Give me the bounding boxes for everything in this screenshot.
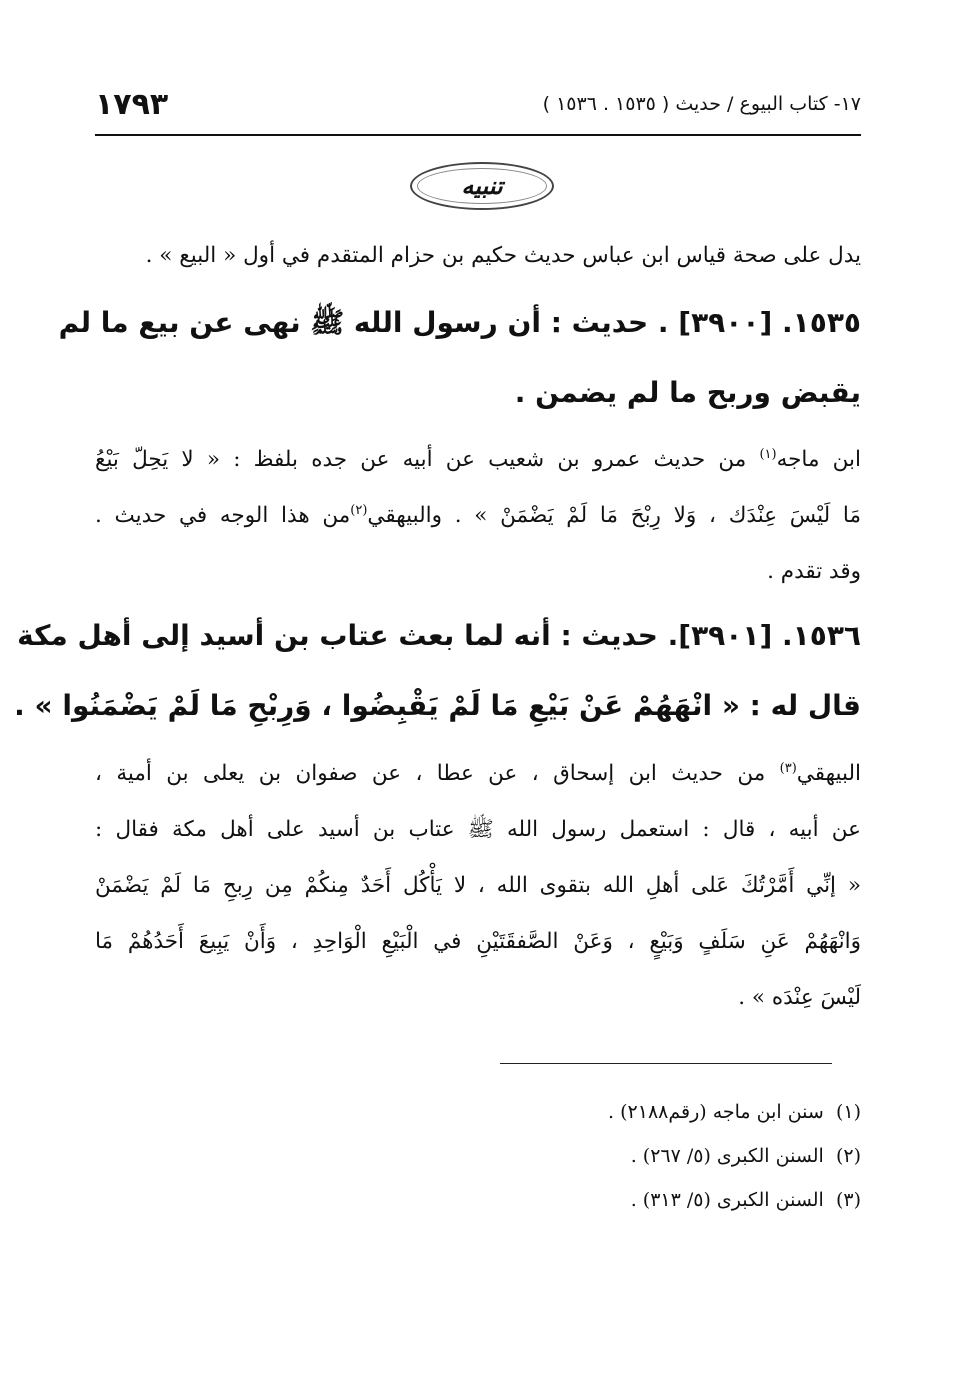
page-number: ١٧٩٣ <box>95 87 169 122</box>
commentary-1535-line-1 <box>95 432 861 488</box>
commentary-1536-line-4: وَانْهَهُمْ عَنِ سَلَفٍ وَبَيْعٍ ، وَعَنْ الصَّفقَتَيْنِ في الْبَيْعِ الْوَاحِدِ ، وَأَنْ يَبِيعَ أَحَدُهُمْ مَا <box>95 929 861 954</box>
commentary-1535-line-2 <box>95 488 861 544</box>
commentary-1536-line-1 <box>95 746 861 802</box>
header-rule <box>95 134 861 136</box>
commentary-1536 <box>95 746 861 1026</box>
notice-text: يدل على صحة قياس ابن عباس حديث حكيم بن حزام المتقدم في أول « البيع » . <box>145 243 861 268</box>
running-title: ١٧- كتاب البيوع / حديث ( ١٥٣٥ . ١٥٣٦ ) <box>542 93 861 115</box>
commentary-1535-line-3: وقد تقدم . <box>767 559 861 584</box>
commentary-1535 <box>95 432 861 600</box>
notice-text-block <box>95 228 861 284</box>
footnote-text: السنن الكبرى (٥/ ٢٦٧) . <box>630 1145 824 1167</box>
hadith-1536-line-2: قال له : « انْهَهُمْ عَنْ بَيْعِ مَا لَمْ يَقْبِضُوا ، وَرِبْحِ مَا لَمْ يَضْمَنُوا » . <box>14 689 861 722</box>
footnote-number: (١) <box>835 1101 861 1123</box>
notice-label: تنبيه <box>461 172 503 200</box>
footnotes <box>95 1090 861 1222</box>
footnote-1 <box>95 1090 861 1134</box>
footnote-ref-3[interactable]: (٣) <box>779 760 797 776</box>
commentary-1536-line-3: « إنِّي أَمَّرْتُكَ عَلى أهلِ الله بتقوى الله ، لا يَأْكُل أَحَدٌ مِنكُمْ مِن رِبحِ مَا لَمْ يَضْمَنْ <box>95 873 861 898</box>
hadith-1535-line-2: يقبض وربح ما لم يضمن . <box>514 376 861 409</box>
hadith-1535-line-1: ١٥٣٥. [٣٩٠٠] . حديث : أن رسول الله ﷺ نهى عن بيع ما لم <box>58 306 861 339</box>
footnote-2 <box>95 1134 861 1178</box>
footnote-number: (٢) <box>835 1145 861 1167</box>
footnote-number: (٣) <box>835 1189 861 1211</box>
commentary-1536-line-2: عن أبيه ، قال : استعمل رسول الله ﷺ عتاب بن أسيد على أهل مكة فقال : <box>95 817 861 842</box>
source-name: البيهقي <box>796 761 861 786</box>
footnote-text: سنن ابن ماجه (رقم٢١٨٨) . <box>608 1101 824 1123</box>
source-name: ابن ماجه <box>776 447 862 472</box>
commentary-text: من حديث ابن إسحاق ، عن عطا ، عن صفوان بن يعلى بن أمية ، <box>95 761 780 786</box>
commentary-text: مَا لَيْسَ عِنْدَك ، وَلا رِبْحَ مَا لَمْ يَضْمَنْ » . والبيهقي <box>367 503 861 528</box>
footnote-ref-1[interactable]: (١) <box>759 446 777 462</box>
commentary-text: من حديث عمرو بن شعيب عن أبيه عن جده بلفظ : « لا يَحِلّ بَيْعُ <box>95 447 760 472</box>
footnote-separator <box>500 1063 832 1064</box>
footnote-text: السنن الكبرى (٥/ ٣١٣) . <box>630 1189 824 1211</box>
hadith-1536 <box>14 601 861 741</box>
notice-cartouche <box>410 162 554 210</box>
page-header <box>95 85 861 131</box>
commentary-1536-line-5: لَيْسَ عِنْدَه » . <box>738 985 861 1010</box>
footnote-3 <box>95 1178 861 1222</box>
footnote-ref-2[interactable]: (٢) <box>350 502 368 518</box>
hadith-1536-line-1: ١٥٣٦. [٣٩٠١]. حديث : أنه لما بعث عتاب بن أسيد إلى أهل مكة <box>17 619 861 652</box>
commentary-text: من هذا الوجه في حديث . <box>95 503 351 528</box>
hadith-1535 <box>58 288 861 428</box>
